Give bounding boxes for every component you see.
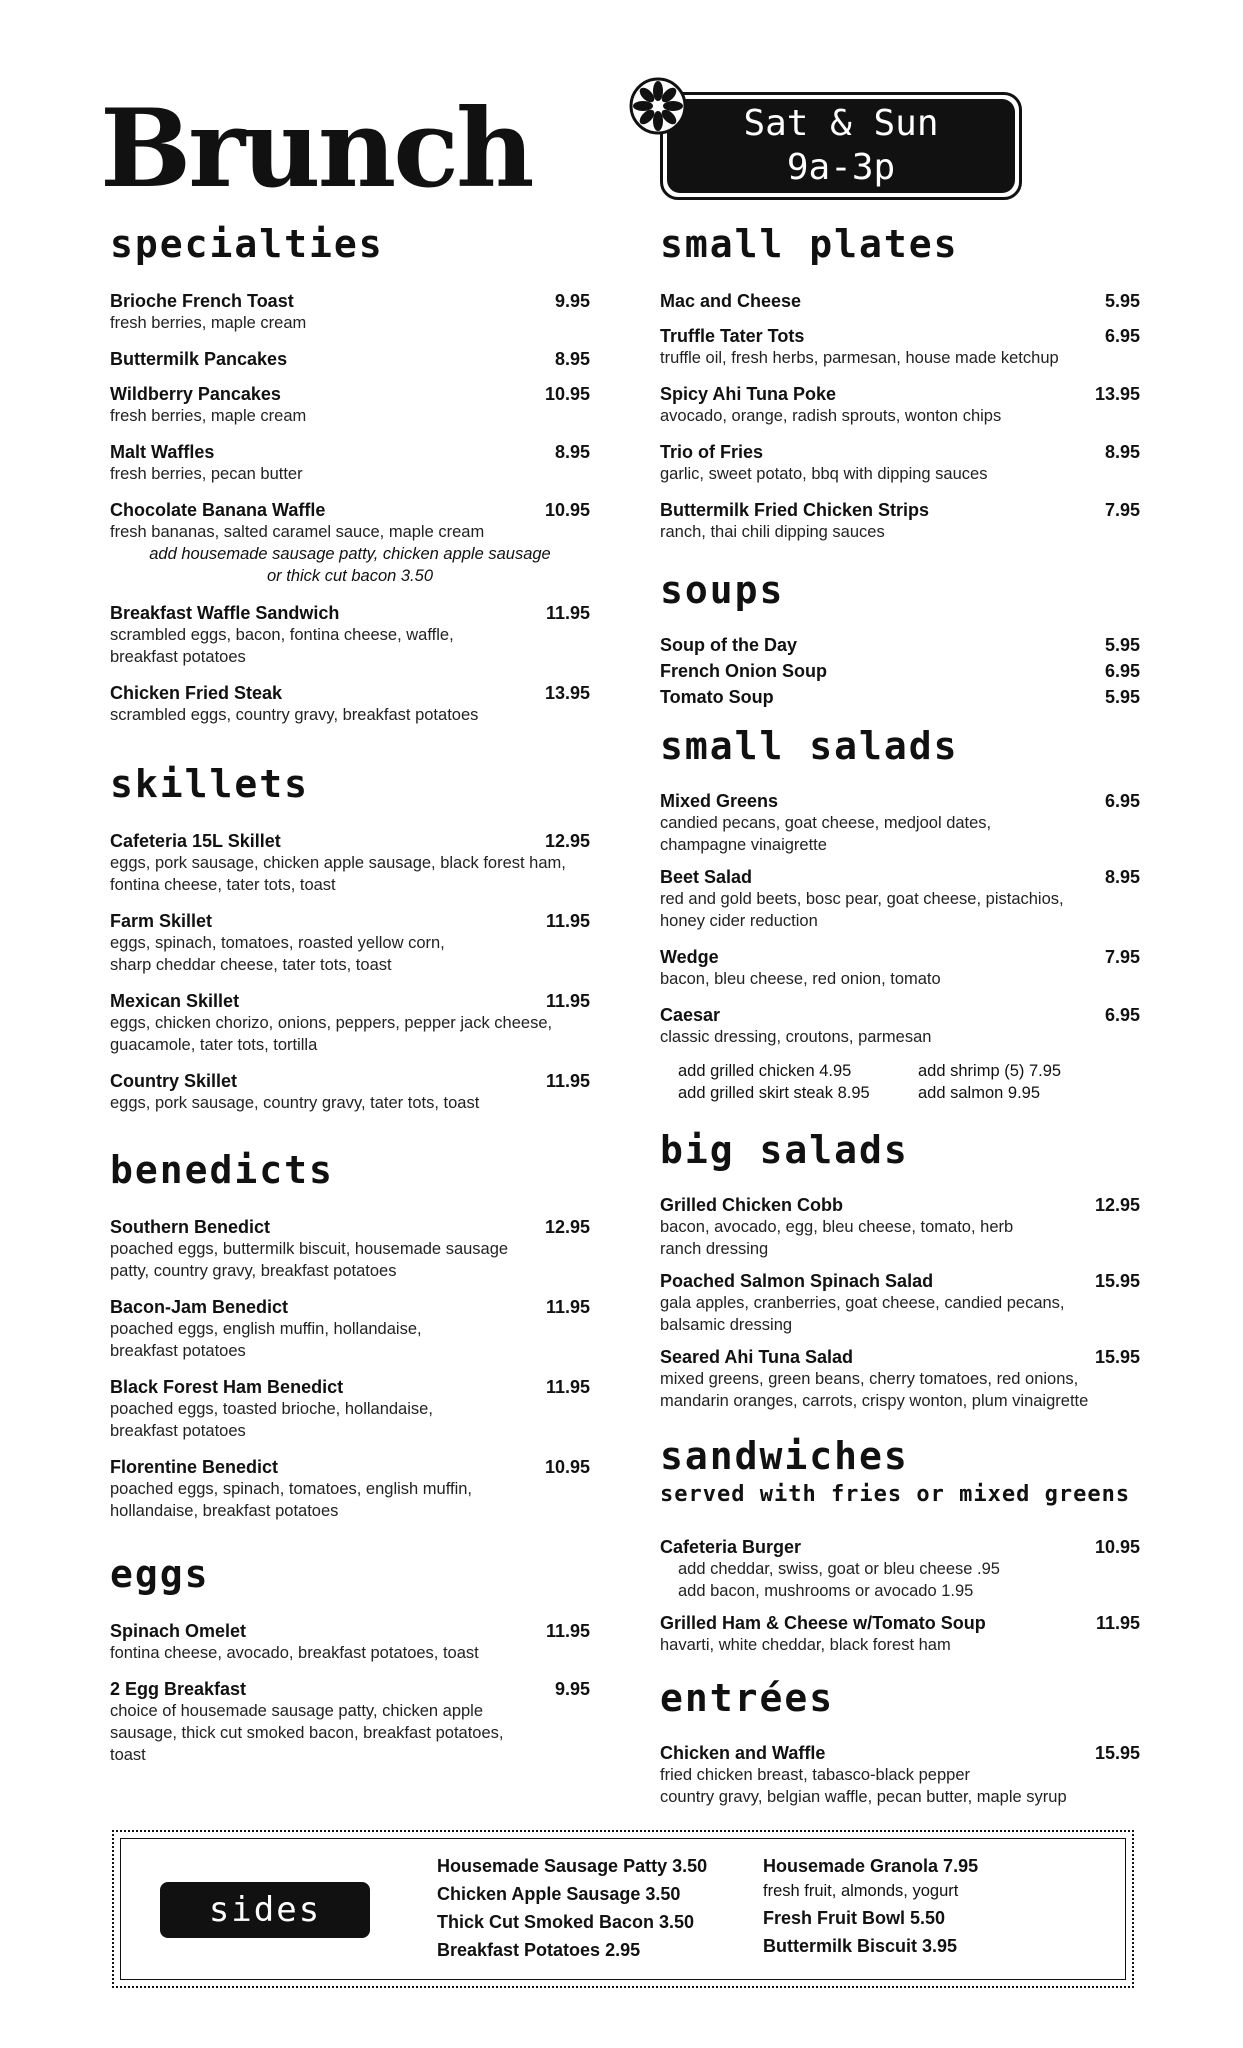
menu-item bbox=[110, 1456, 590, 1522]
item-name: Wedge bbox=[660, 947, 719, 967]
item-desc: choice of housemade sausage patty, chicken apple sausage, thick cut smoked bacon, breakfast potatoes, toast bbox=[110, 1702, 504, 1764]
item-desc: gala apples, cranberries, goat cheese, candied pecans, balsamic dressing bbox=[660, 1294, 1065, 1334]
addon-item: add shrimp (5) 7.95 bbox=[918, 1062, 1062, 1080]
item-desc: avocado, orange, radish sprouts, wonton chips bbox=[660, 407, 1002, 425]
menu-item bbox=[660, 383, 1140, 427]
item-name: Mexican Skillet bbox=[110, 991, 240, 1011]
item-desc: eggs, pork sausage, chicken apple sausage, black forest ham, fontina cheese, tater tots, toast bbox=[110, 854, 566, 894]
item-name: Cafeteria Burger bbox=[660, 1537, 802, 1557]
item-name: Chicken and Waffle bbox=[660, 1743, 826, 1763]
item-name: Spinach Omelet bbox=[110, 1621, 247, 1641]
item-name: Grilled Ham & Cheese w/Tomato Soup bbox=[660, 1613, 986, 1633]
item-price: 6.95 bbox=[1104, 791, 1140, 811]
item-price: 15.95 bbox=[1094, 1347, 1140, 1367]
menu-item bbox=[660, 1612, 1140, 1656]
item-price: 11.95 bbox=[545, 1377, 590, 1397]
item-desc: bacon, bleu cheese, red onion, tomato bbox=[660, 970, 941, 988]
side-item: Thick Cut Smoked Bacon 3.50 bbox=[437, 1912, 695, 1932]
item-price: 12.95 bbox=[544, 1217, 590, 1237]
menu-item bbox=[110, 682, 590, 726]
item-name: Breakfast Waffle Sandwich bbox=[110, 603, 340, 623]
menu-item bbox=[660, 1742, 1140, 1808]
side-desc: fresh fruit, almonds, yogurt bbox=[763, 1882, 959, 1900]
item-name: Soup of the Day bbox=[660, 635, 798, 655]
item-desc: scrambled eggs, bacon, fontina cheese, waffle, breakfast potatoes bbox=[110, 626, 454, 666]
side-item: Breakfast Potatoes 2.95 bbox=[437, 1940, 641, 1960]
menu-item bbox=[110, 441, 590, 485]
item-name: 2 Egg Breakfast bbox=[110, 1679, 247, 1699]
menu-item bbox=[660, 290, 1140, 312]
menu-item bbox=[660, 1270, 1140, 1336]
item-price: 7.95 bbox=[1104, 500, 1140, 520]
item-desc: fresh berries, maple cream bbox=[110, 314, 307, 332]
item-desc: add cheddar, swiss, goat or bleu cheese .95 bbox=[678, 1560, 1000, 1578]
item-desc: poached eggs, toasted brioche, hollandaise, breakfast potatoes bbox=[110, 1400, 433, 1440]
item-name: Brioche French Toast bbox=[110, 291, 294, 311]
item-price: 8.95 bbox=[554, 442, 590, 462]
hours-days: Sat & Sun bbox=[743, 103, 939, 144]
item-name: Trio of Fries bbox=[660, 442, 764, 462]
section-heading-entrees: entrées bbox=[660, 1676, 835, 1720]
side-item: Buttermilk Biscuit 3.95 bbox=[763, 1936, 958, 1956]
item-price: 11.95 bbox=[545, 1297, 590, 1317]
item-price: 5.95 bbox=[1104, 291, 1140, 311]
item-name: Chocolate Banana Waffle bbox=[110, 500, 326, 520]
item-name: Buttermilk Pancakes bbox=[110, 349, 288, 369]
menu-item bbox=[110, 830, 590, 896]
item-name: Caesar bbox=[660, 1005, 721, 1025]
item-name: Buttermilk Fried Chicken Strips bbox=[660, 500, 930, 520]
item-price: 10.95 bbox=[544, 500, 590, 520]
item-price: 9.95 bbox=[554, 1679, 590, 1699]
menu-item bbox=[110, 348, 590, 370]
item-desc: fresh bananas, salted caramel sauce, maple cream bbox=[110, 523, 485, 541]
item-price: 10.95 bbox=[1094, 1537, 1140, 1557]
addon-item: add salmon 9.95 bbox=[918, 1084, 1041, 1102]
item-price: 11.95 bbox=[545, 991, 590, 1011]
item-desc: eggs, spinach, tomatoes, roasted yellow corn, sharp cheddar cheese, tater tots, toast bbox=[110, 934, 445, 974]
menu-item bbox=[660, 660, 1140, 682]
item-price: 11.95 bbox=[1095, 1613, 1140, 1633]
item-name: Wildberry Pancakes bbox=[110, 384, 281, 404]
menu-item bbox=[660, 325, 1140, 369]
item-desc: fried chicken breast, tabasco-black pepper bbox=[660, 1766, 971, 1784]
section-heading-eggs: eggs bbox=[110, 1552, 210, 1596]
item-name: Beet Salad bbox=[660, 867, 753, 887]
menu-item bbox=[110, 1376, 590, 1442]
item-price: 12.95 bbox=[544, 831, 590, 851]
menu-item bbox=[660, 634, 1140, 656]
section-heading-sandwiches: sandwiches bbox=[660, 1434, 909, 1478]
item-price: 11.95 bbox=[545, 911, 590, 931]
item-name: Country Skillet bbox=[110, 1071, 238, 1091]
item-name: Southern Benedict bbox=[110, 1217, 271, 1237]
item-desc: eggs, pork sausage, country gravy, tater tots, toast bbox=[110, 1094, 480, 1112]
item-price: 6.95 bbox=[1104, 1005, 1140, 1025]
item-name: Florentine Benedict bbox=[110, 1457, 279, 1477]
menu-item bbox=[110, 1620, 590, 1664]
menu-item bbox=[660, 686, 1140, 708]
item-price: 13.95 bbox=[1094, 384, 1140, 404]
menu-item bbox=[660, 499, 1140, 543]
menu-item bbox=[660, 1346, 1140, 1412]
item-name: Grilled Chicken Cobb bbox=[660, 1195, 844, 1215]
item-price: 8.95 bbox=[554, 349, 590, 369]
item-price: 6.95 bbox=[1104, 661, 1140, 681]
item-desc: poached eggs, english muffin, hollandaise, breakfast potatoes bbox=[110, 1320, 422, 1360]
menu-item bbox=[660, 441, 1140, 485]
item-price: 8.95 bbox=[1104, 867, 1140, 887]
item-price: 6.95 bbox=[1104, 326, 1140, 346]
item-desc: havarti, white cheddar, black forest ham bbox=[660, 1636, 951, 1654]
hours-time: 9a-3p bbox=[786, 147, 896, 188]
menu-item bbox=[660, 946, 1140, 990]
item-name: Black Forest Ham Benedict bbox=[110, 1377, 344, 1397]
menu-item bbox=[110, 383, 590, 427]
item-desc: add bacon, mushrooms or avocado 1.95 bbox=[678, 1582, 974, 1600]
item-name: Seared Ahi Tuna Salad bbox=[660, 1347, 854, 1367]
section-heading-small-salads: small salads bbox=[660, 724, 959, 768]
item-desc: classic dressing, croutons, parmesan bbox=[660, 1028, 932, 1046]
item-name: Truffle Tater Tots bbox=[660, 326, 805, 346]
sides-label: sides bbox=[160, 1882, 370, 1938]
item-price: 10.95 bbox=[544, 384, 590, 404]
item-desc: mixed greens, green beans, cherry tomatoes, red onions, mandarin oranges, carrots, crispy wonton, plum vinaigrette bbox=[660, 1370, 1089, 1410]
section-heading-small-plates: small plates bbox=[660, 222, 959, 266]
item-name: Cafeteria 15L Skillet bbox=[110, 831, 281, 851]
item-desc: poached eggs, spinach, tomatoes, english muffin, hollandaise, breakfast potatoes bbox=[110, 1480, 473, 1520]
item-price: 15.95 bbox=[1094, 1271, 1140, 1291]
sandwiches-subheading: served with fries or mixed greens bbox=[660, 1482, 1131, 1507]
menu-item bbox=[110, 1296, 590, 1362]
menu-item bbox=[110, 1678, 590, 1766]
menu-item bbox=[110, 910, 590, 976]
item-desc: red and gold beets, bosc pear, goat cheese, pistachios, honey cider reduction bbox=[660, 890, 1064, 930]
item-desc: ranch, thai chili dipping sauces bbox=[660, 523, 885, 541]
item-desc: country gravy, belgian waffle, pecan butter, maple syrup bbox=[660, 1788, 1067, 1806]
item-price: 5.95 bbox=[1104, 687, 1140, 707]
item-name: Spicy Ahi Tuna Poke bbox=[660, 384, 837, 404]
menu-item bbox=[660, 1004, 1140, 1048]
item-name: Farm Skillet bbox=[110, 911, 213, 931]
item-desc: poached eggs, buttermilk biscuit, housemade sausage patty, country gravy, breakfast potatoes bbox=[110, 1240, 509, 1280]
section-heading-skillets: skillets bbox=[110, 762, 310, 806]
item-price: 8.95 bbox=[1104, 442, 1140, 462]
menu-item bbox=[110, 499, 590, 587]
addon-item: add grilled skirt steak 8.95 bbox=[678, 1084, 870, 1102]
item-desc: truffle oil, fresh herbs, parmesan, house made ketchup bbox=[660, 349, 1059, 367]
item-price: 12.95 bbox=[1094, 1195, 1140, 1215]
item-name: Bacon-Jam Benedict bbox=[110, 1297, 289, 1317]
item-price: 11.95 bbox=[545, 1071, 590, 1091]
item-name: Tomato Soup bbox=[660, 687, 774, 707]
item-price: 13.95 bbox=[544, 683, 590, 703]
section-heading-soups: soups bbox=[660, 568, 785, 612]
item-name: French Onion Soup bbox=[660, 661, 827, 681]
item-desc: scrambled eggs, country gravy, breakfast potatoes bbox=[110, 706, 479, 724]
add-on-note: add housemade sausage patty, chicken apple sausage or thick cut bacon 3.50 bbox=[149, 545, 551, 585]
side-item: Housemade Granola 7.95 bbox=[763, 1856, 979, 1876]
item-price: 10.95 bbox=[544, 1457, 590, 1477]
side-item: Fresh Fruit Bowl 5.50 bbox=[763, 1908, 946, 1928]
item-desc: fresh berries, maple cream bbox=[110, 407, 307, 425]
item-desc: bacon, avocado, egg, bleu cheese, tomato, herb ranch dressing bbox=[660, 1218, 1014, 1258]
item-desc: garlic, sweet potato, bbq with dipping sauces bbox=[660, 465, 988, 483]
menu-item bbox=[110, 1070, 590, 1114]
item-name: Mac and Cheese bbox=[660, 291, 802, 311]
item-name: Poached Salmon Spinach Salad bbox=[660, 1271, 934, 1291]
item-price: 5.95 bbox=[1104, 635, 1140, 655]
menu-item bbox=[660, 866, 1140, 932]
addon-item: add grilled chicken 4.95 bbox=[678, 1062, 852, 1080]
item-desc: fontina cheese, avocado, breakfast potatoes, toast bbox=[110, 1644, 479, 1662]
menu-item bbox=[660, 1536, 1140, 1602]
section-heading-big-salads: big salads bbox=[660, 1128, 909, 1172]
section-heading-benedicts: benedicts bbox=[110, 1148, 334, 1192]
menu-item bbox=[110, 602, 590, 668]
menu-item bbox=[110, 1216, 590, 1282]
side-item: Housemade Sausage Patty 3.50 bbox=[437, 1856, 708, 1876]
item-price: 15.95 bbox=[1094, 1743, 1140, 1763]
item-price: 9.95 bbox=[554, 291, 590, 311]
item-price: 7.95 bbox=[1104, 947, 1140, 967]
item-price: 11.95 bbox=[545, 1621, 590, 1641]
menu-item bbox=[660, 790, 1140, 856]
menu-item bbox=[110, 290, 590, 334]
item-price: 11.95 bbox=[545, 603, 590, 623]
item-name: Chicken Fried Steak bbox=[110, 683, 283, 703]
item-desc: candied pecans, goat cheese, medjool dates, champagne vinaigrette bbox=[660, 814, 992, 854]
asterisk-flower-icon bbox=[628, 76, 688, 136]
item-name: Mixed Greens bbox=[660, 791, 779, 811]
item-name: Malt Waffles bbox=[110, 442, 215, 462]
item-desc: eggs, chicken chorizo, onions, peppers, pepper jack cheese, guacamole, tater tots, tortilla bbox=[110, 1014, 553, 1054]
page-title: Brunch bbox=[100, 86, 532, 212]
salad-addons bbox=[678, 1060, 1098, 1104]
hours-badge bbox=[660, 92, 1022, 200]
section-heading-specialties: specialties bbox=[110, 222, 384, 266]
side-item: Chicken Apple Sausage 3.50 bbox=[437, 1884, 681, 1904]
item-desc: fresh berries, pecan butter bbox=[110, 465, 303, 483]
menu-item bbox=[110, 990, 590, 1056]
menu-item bbox=[660, 1194, 1140, 1260]
